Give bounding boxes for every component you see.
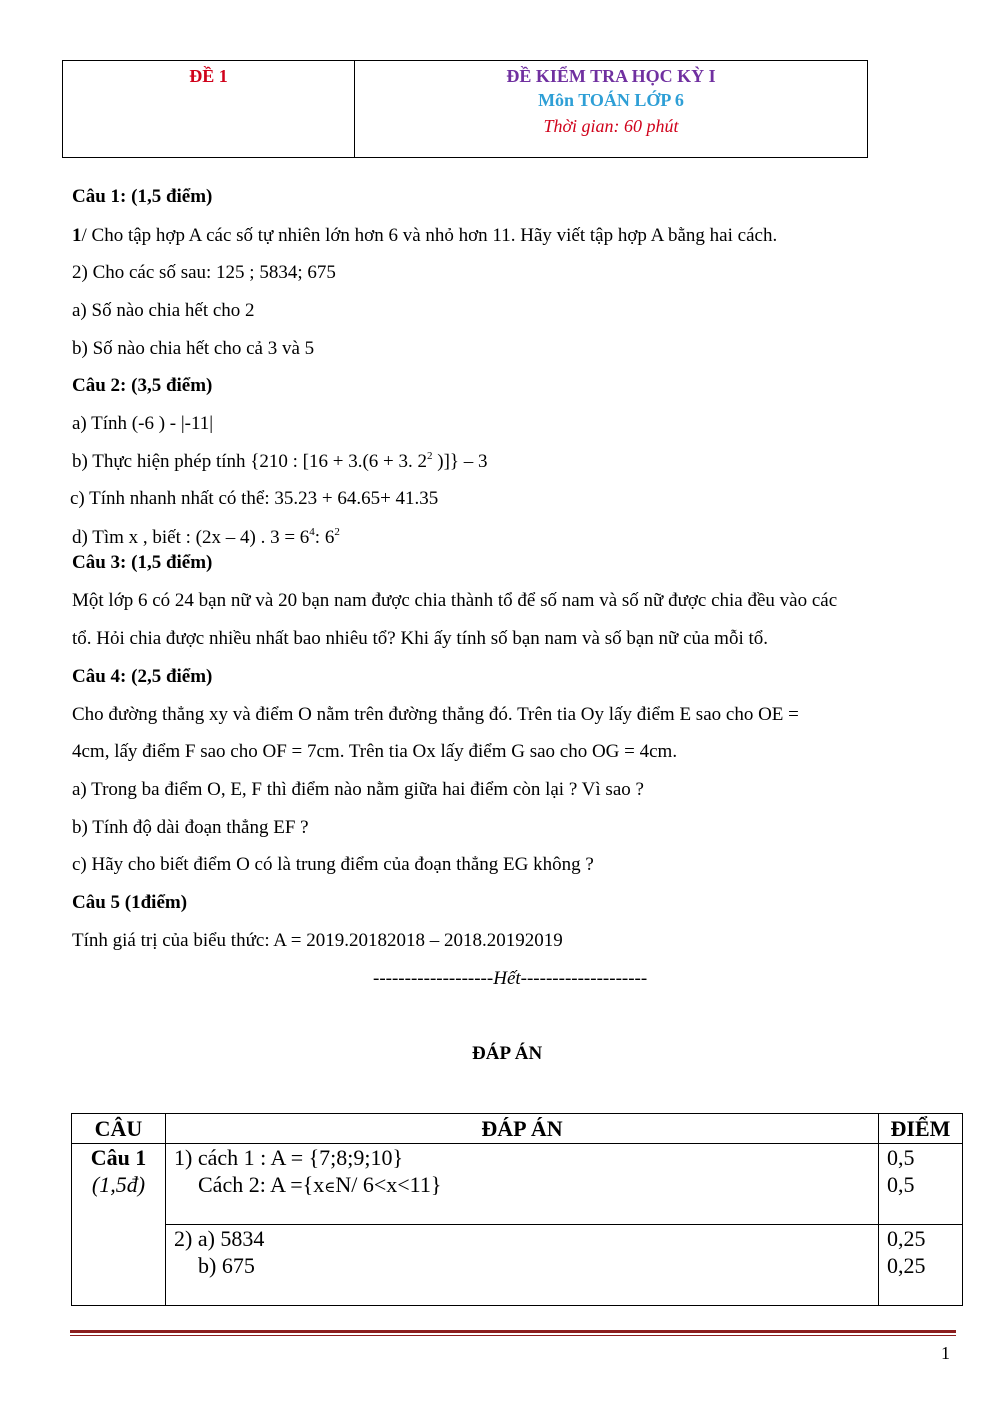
answer-cell-1: [166, 1144, 879, 1225]
answer-1-line1: 1) cách 1 : A = {7;8;9;10}: [174, 1145, 404, 1170]
exam-code: ĐỀ 1: [189, 66, 228, 86]
q2-part-a: a) Tính (-6 ) - |-11|: [72, 413, 214, 434]
q4-part-a: a) Trong ba điểm O, E, F thì điểm nào nằm giữa hai điểm còn lại ? Vì sao ?: [72, 779, 644, 800]
answer-1-line2-pre: Cách 2: A ={x: [198, 1172, 325, 1197]
q4-part-c: c) Hãy cho biết điểm O có là trung điểm của đoạn thẳng EG không ?: [72, 854, 594, 875]
page-number: 1: [941, 1343, 950, 1363]
q3-line1: Một lớp 6 có 24 bạn nữ và 20 bạn nam được chia thành tổ để số nam và số nữ được chia đều vào các: [72, 590, 838, 611]
q2-part-d-pre: d) Tìm x , biết : (2x – 4) . 3 = 6: [72, 527, 310, 548]
q1-heading: Câu 1: (1,5 điểm): [72, 186, 213, 207]
q1-part1-number: 1: [72, 225, 82, 246]
q2-part-b: [72, 450, 488, 474]
header-table: [62, 60, 868, 158]
score-1b: 0,5: [887, 1172, 915, 1197]
footer-rule-thin: [70, 1335, 956, 1336]
score-cell-2: [879, 1225, 963, 1306]
q1-part2: 2) Cho các số sau: 125 ; 5834; 675: [72, 262, 336, 283]
answer-1-line2-post: N/ 6<x<11}: [335, 1172, 442, 1197]
score-2a: 0,25: [887, 1226, 926, 1251]
end-dashes-right: --------------------: [520, 968, 648, 989]
footer-rule: [70, 1330, 956, 1333]
col-header-question: CÂU: [72, 1114, 166, 1144]
q4-line1: Cho đường thẳng xy và điểm O nằm trên đường thẳng đó. Trên tia Oy lấy điểm E sao cho OE =: [72, 704, 799, 725]
col-header-answer: ĐÁP ÁN: [166, 1114, 879, 1144]
q1-part1-text: / Cho tập hợp A các số tự nhiên lớn hơn 6 và nhỏ hơn 11. Hãy viết tập hợp A bằng hai cách.: [81, 225, 778, 246]
answer-title: ĐÁP ÁN: [472, 1043, 543, 1064]
end-marker: [373, 967, 647, 991]
q2-part-c: c) Tính nhanh nhất có thể: 35.23 + 64.65+ 41.35: [70, 488, 439, 509]
q2-part-d-exponent1: 4: [309, 526, 315, 538]
col-header-score: ĐIỂM: [879, 1114, 963, 1144]
header-right-cell: [355, 61, 868, 158]
q2-part-b-exponent: 2: [427, 450, 433, 462]
exam-time: Thời gian: 60 phút: [543, 116, 679, 136]
question-points: (1,5đ): [91, 1172, 146, 1197]
q1-part2a: a) Số nào chia hết cho 2: [72, 300, 255, 321]
q5-heading: Câu 5 (1điểm): [72, 892, 188, 913]
end-dashes-left: -------------------: [373, 968, 494, 989]
answer-cell-2: [166, 1225, 879, 1306]
answer-2-line1: 2) a) 5834: [174, 1226, 265, 1251]
q2-part-d-exponent2: 2: [334, 526, 340, 538]
answer-table-header: [72, 1114, 963, 1144]
q2-part-b-post: )]} – 3: [432, 451, 488, 472]
q4-part-b: b) Tính độ dài đoạn thẳng EF ?: [72, 817, 309, 838]
score-2b: 0,25: [887, 1253, 926, 1278]
q4-line2: 4cm, lấy điểm F sao cho OF = 7cm. Trên tia Ox lấy điểm G sao cho OG = 4cm.: [72, 741, 678, 762]
q2-part-b-pre: b) Thực hiện phép tính {210 : [16 + 3.(6 + 3. 2: [72, 451, 428, 472]
q4-heading: Câu 4: (2,5 điểm): [72, 666, 213, 687]
q5-line1: Tính giá trị của biểu thức: A = 2019.20182018 – 2018.20192019: [72, 930, 563, 951]
end-word: Hết: [493, 968, 521, 989]
q2-part-d-mid: : 6: [314, 527, 335, 548]
header-left-cell: [63, 61, 355, 158]
q1-part2b: b) Số nào chia hết cho cả 3 và 5: [72, 338, 315, 359]
score-1a: 0,5: [887, 1145, 915, 1170]
answer-1-line2: [174, 1171, 878, 1202]
table-row: [72, 1225, 963, 1306]
exam-subject: Môn TOÁN LỚP 6: [538, 90, 684, 110]
q3-line2: tổ. Hỏi chia được nhiều nhất bao nhiêu tổ? Khi ấy tính số bạn nam và số bạn nữ của mỗi tổ.: [72, 628, 769, 649]
q2-heading: Câu 2: (3,5 điểm): [72, 375, 213, 396]
answer-2-line2: b) 675: [198, 1253, 255, 1278]
exam-title: ĐỀ KIỂM TRA HỌC KỲ I: [506, 66, 716, 86]
table-row: [72, 1144, 963, 1225]
q1-part1: [72, 224, 777, 248]
question-cell: [72, 1144, 166, 1306]
q2-part-d: [72, 526, 340, 550]
answer-table: [71, 1113, 963, 1306]
q3-heading: Câu 3: (1,5 điểm): [72, 552, 213, 573]
score-cell-1: [879, 1144, 963, 1225]
question-label: Câu 1: [90, 1145, 147, 1170]
element-of-symbol: ∈: [324, 1180, 336, 1196]
